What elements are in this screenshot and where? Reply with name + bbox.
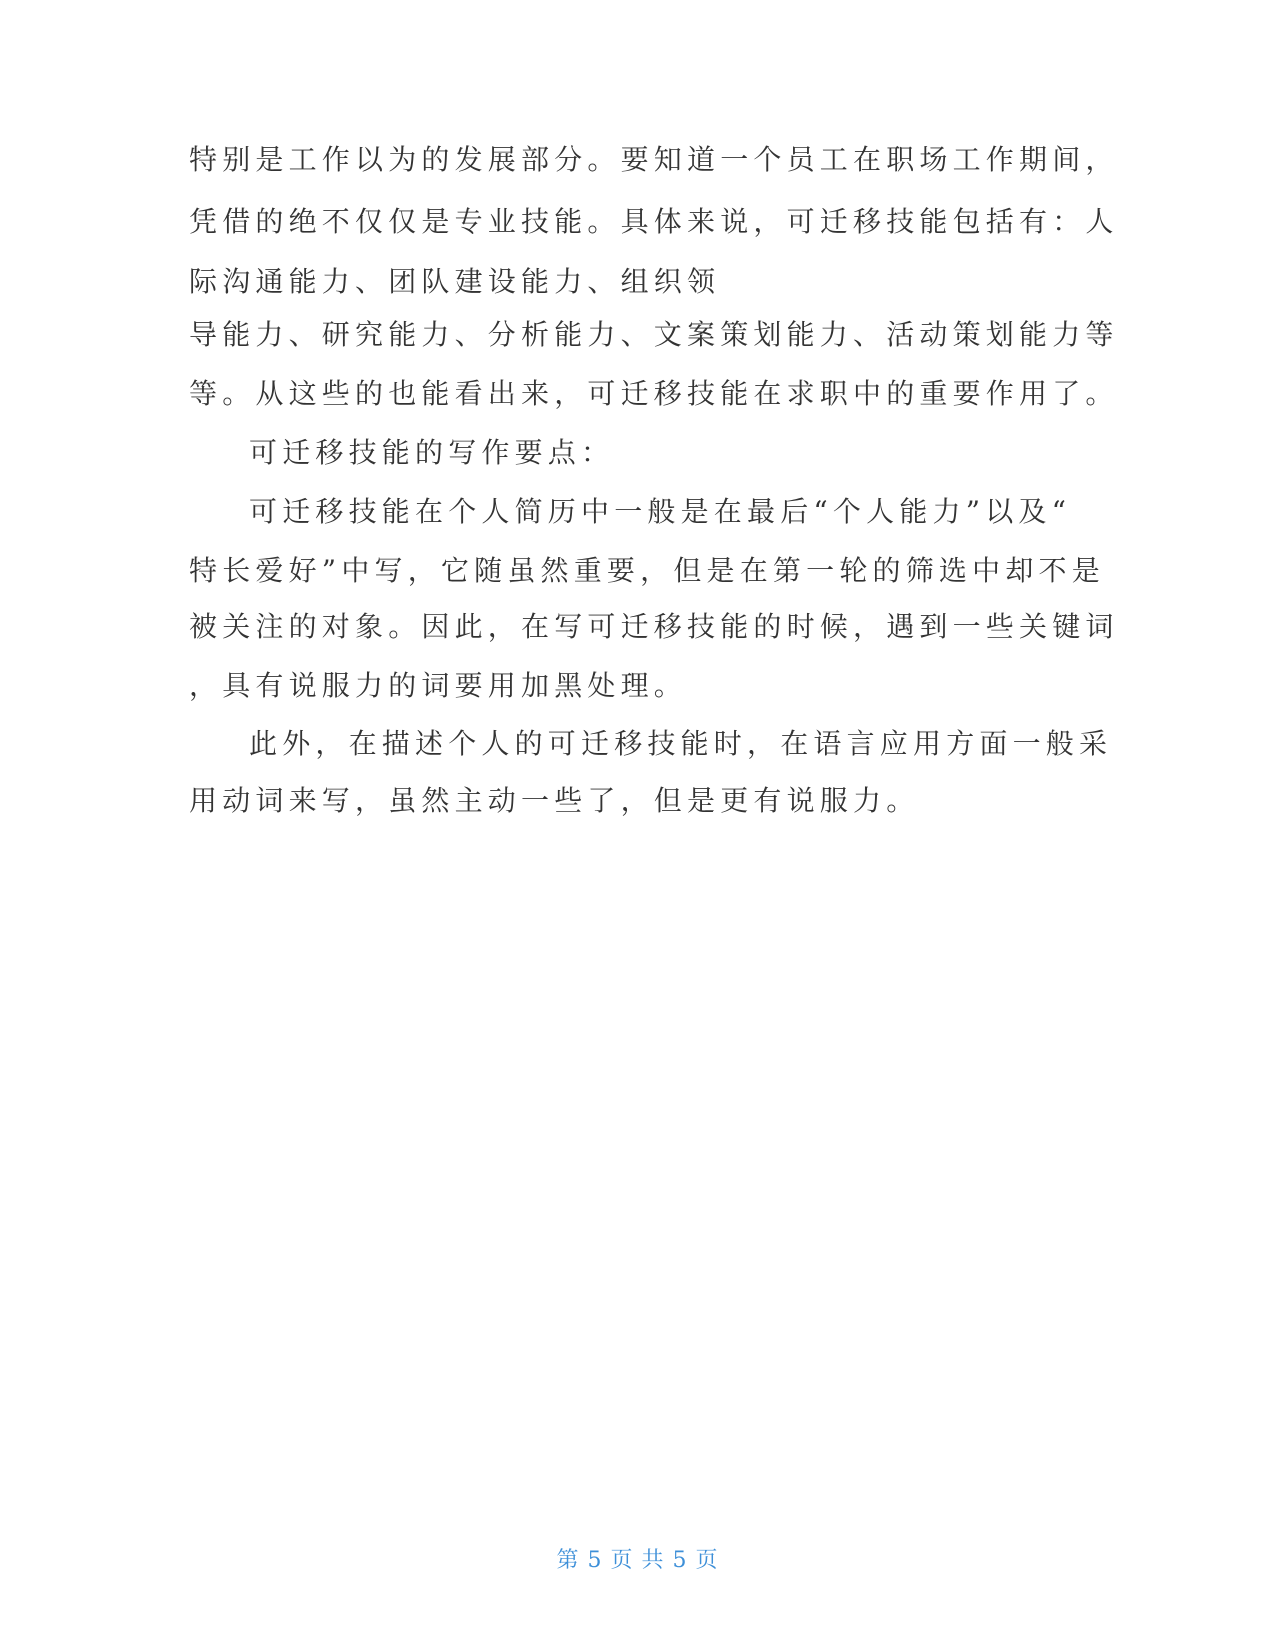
text-line: 特别是工作以为的发展部分。要知道一个员工在职场工作期间， xyxy=(189,143,1119,176)
page-footer xyxy=(0,1546,1275,1576)
text-line: 等。从这些的也能看出来，可迁移技能在求职中的重要作用了。 xyxy=(189,377,1119,410)
text-line: 凭借的绝不仅仅是专业技能。具体来说，可迁移技能包括有：人 xyxy=(189,205,1119,238)
text-line: 可迁移技能在个人简历中一般是在最后“个人能力”以及“ xyxy=(249,495,1072,528)
text-line: 特长爱好”中写，它随虽然重要，但是在第一轮的筛选中却不是 xyxy=(189,554,1105,587)
section-heading: 可迁移技能的写作要点： xyxy=(249,436,615,469)
text-line: 被关注的对象。因此，在写可迁移技能的时候，遇到一些关键词 xyxy=(189,610,1119,643)
text-line: 际沟通能力、团队建设能力、组织领 xyxy=(189,265,721,298)
text-line: 导能力、研究能力、分析能力、文案策划能力、活动策划能力等 xyxy=(189,318,1119,351)
page-number-label: 第 5 页 共 5 页 xyxy=(556,1548,719,1573)
text-line: 此外，在描述个人的可迁移技能时，在语言应用方面一般采 xyxy=(249,727,1113,760)
text-line: 用动词来写，虽然主动一些了，但是更有说服力。 xyxy=(189,784,920,817)
text-line: ，具有说服力的词要用加黑处理。 xyxy=(189,669,688,702)
